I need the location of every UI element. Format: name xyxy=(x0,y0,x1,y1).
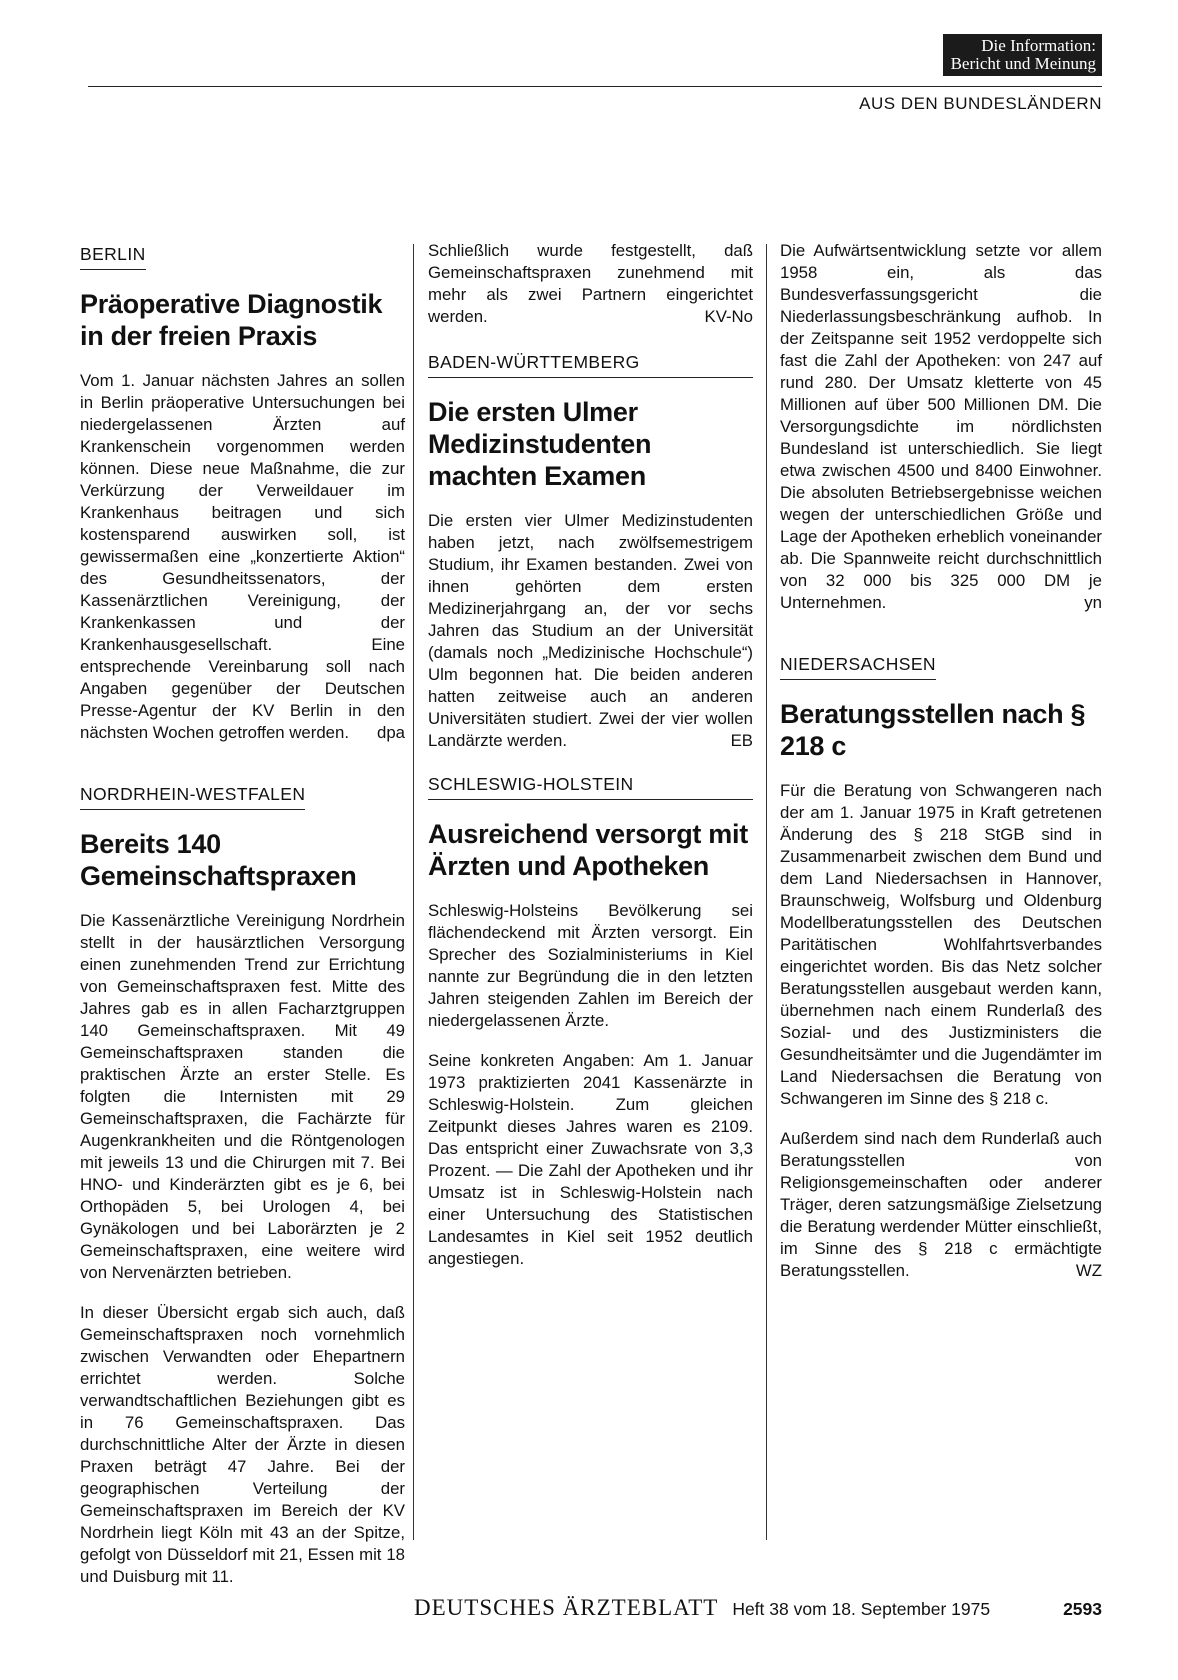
article-body-sh-1: Schleswig-Holsteins Bevölkerung sei flächendeckend mit Ärzten versorgt. Ein Sprecher des Sozialministeriums in Kiel nannte zur Begründung die in den letzten Jahren steigenden Zahlen im Bereich der niedergelassenen Ärzte. xyxy=(428,901,753,1030)
column-rule-1 xyxy=(413,244,414,1540)
section-title: AUS DEN BUNDESLÄNDERN xyxy=(859,94,1102,113)
column-rule-2 xyxy=(766,244,767,1540)
rubric-line-1: Die Information: xyxy=(981,36,1096,55)
signature-bw: EB xyxy=(730,731,753,750)
article-body-nrw-3: Schließlich wurde festgestellt, daß Gemeinschaftspraxen zunehmend mit mehr als zwei Partnern eingerichtet werden. KV-No xyxy=(428,241,753,326)
page-footer xyxy=(414,1595,1102,1621)
article-body-ns-2: Außerdem sind nach dem Runderlaß auch Beratungsstellen von Religionsgemeinschaften oder anderer Träger, deren satzungsmäßige Zielsetzung die Beratung werdender Mütter einschließt, im Sinne des § 218 c ermächtigte Beratungsstellen. WZ xyxy=(780,1129,1102,1280)
signature-nrw: KV-No xyxy=(704,307,753,326)
article-body-ns-1: Für die Beratung von Schwangeren nach der am 1. Januar 1975 in Kraft getretenen Änderung des § 218 StGB sind in Zusammenarbeit zwischen dem Bund und dem Land Niedersachsen in Hannover, Braunschweig, Wolfsburg und Oldenburg Modellberatungsstellen des Deutschen Paritätischen Wohlfahrtsverbandes eingerichtet worden. Bis das Netz solcher Beratungsstellen ausgebaut werden kann, übernehmen nach einem Runderlaß des Sozial- und des Justizministers die Gesundheitsämter und die Jugendämter im Land Niedersachsen die Beratung von Schwangeren im Sinne des § 218 c. xyxy=(780,781,1102,1108)
article-body-sh-3: Die Aufwärtsentwicklung setzte vor allem 1958 ein, als das Bundesverfassungsgericht die Niederlassungsbeschränkung aufhob. In der Zeitspanne seit 1952 verdoppelte sich fast die Zahl der Apotheken: von 247 auf rund 280. Der Umsatz kletterte von 45 Millionen auf über 500 Millionen DM. Die Versorgungsdichte im nördlichsten Bundesland ist unterschiedlich. Sie liegt etwa zwischen 4500 und 8400 Einwohner. Die absoluten Betriebsergebnisse weichen wegen der unterschiedlichen Größe und Lage der Apotheken erheblich voneinander ab. Die Spannweite reicht durchschnittlich von 32 000 bis 325 000 DM je Unternehmen. yn xyxy=(780,241,1102,612)
page-number: 2593 xyxy=(1063,1599,1102,1619)
headline-berlin: Präoperative Diagnostik in der freien Praxis xyxy=(80,289,383,351)
column-2 xyxy=(428,240,753,1288)
column-1 xyxy=(80,240,405,1586)
region-label-nrw: NORDRHEIN-WESTFALEN xyxy=(80,784,305,810)
article-body-berlin: Vom 1. Januar nächsten Jahres an sollen in Berlin präoperative Untersuchungen bei niedergelassenen Ärzten auf Krankenschein vorgenommen werden können. Diese neue Maßnahme, die zur Verkürzung der Verweildauer im Krankenhaus beitragen und sich kostensparend auswirken soll, ist gewissermaßen eine „konzertierte Aktion“ des Gesundheitssenators, der Kassenärztlichen Vereinigung, der Krankenkassen und der Krankenhausgesellschaft. Eine entsprechende Vereinbarung soll nach Angaben gegenüber der Deutschen Presse-Agentur der KV Berlin in den nächsten Wochen getroffen werden. dpa xyxy=(80,371,405,742)
issue-info: Heft 38 vom 18. September 1975 xyxy=(732,1599,991,1619)
signature-berlin: dpa xyxy=(377,723,405,742)
rubric-line-2: Bericht und Meinung xyxy=(950,54,1096,73)
article-body-nrw-1: Die Kassenärztliche Vereinigung Nordrhein stellt in der hausärztlichen Versorgung einen zunehmenden Trend zur Errichtung von Gemeinschaftspraxen fest. Mitte des Jahres gab es in allen Facharztgruppen 140 Gemeinschaftspraxen. Mit 49 Gemeinschaftspraxen standen die praktischen Ärzte an erster Stelle. Es folgten die Internisten mit 29 Gemeinschaftspraxen, die Fachärzte für Augenkrankheiten und die Röntgenologen mit jeweils 13 und die Chirurgen mit 7. Bei HNO- und Kinderärzten gibt es je 6, bei Orthopäden 5, bei Urologen 4, bei Gynäkologen und bei Laborärzten je 2 Gemeinschaftspraxen, eine weitere wird von Nervenärzten betrieben. xyxy=(80,911,405,1282)
headline-sh: Ausreichend versorgt mit Ärzten und Apotheken xyxy=(428,819,748,881)
region-label-bw: BADEN-WÜRTTEMBERG xyxy=(428,352,753,378)
signature-sh: yn xyxy=(1084,593,1102,612)
header-rule xyxy=(88,86,1102,87)
region-label-berlin: BERLIN xyxy=(80,244,146,270)
headline-ns: Beratungsstellen nach § 218 c xyxy=(780,699,1086,761)
article-body-sh-2: Seine konkreten Angaben: Am 1. Januar 1973 praktizierten 2041 Kassenärzte in Schleswig-Holstein. Zum gleichen Zeitpunkt dieses Jahres waren es 2109. Das entspricht einer Zuwachsrate von 3,3 Prozent. — Die Zahl der Apotheken und ihr Umsatz ist in Schleswig-Holstein nach einer Untersuchung des Statistischen Landesamtes in Kiel seit 1952 deutlich angestiegen. xyxy=(428,1051,753,1268)
region-label-sh: SCHLESWIG-HOLSTEIN xyxy=(428,774,753,800)
column-3 xyxy=(780,240,1102,1300)
signature-ns: WZ xyxy=(1075,1261,1102,1280)
headline-nrw: Bereits 140 Gemeinschaftspraxen xyxy=(80,829,357,891)
headline-bw: Die ersten Ulmer Medizinstudenten machten Examen xyxy=(428,397,652,491)
journal-title: DEUTSCHES ÄRZTEBLATT xyxy=(414,1595,719,1620)
article-body-nrw-2: In dieser Übersicht ergab sich auch, daß Gemeinschaftspraxen noch vornehmlich zwischen Verwandten oder Ehepartnern errichtet werden. Solche verwandtschaftlichen Beziehungen gibt es in 76 Gemeinschaftspraxen. Das durchschnittliche Alter der Ärzte in diesen Praxen beträgt 47 Jahre. Bei der geographischen Verteilung der Gemeinschaftspraxen im Bereich der KV Nordrhein liegt Köln mit 43 an der Spitze, gefolgt von Düsseldorf mit 21, Essen mit 18 und Duisburg mit 11. xyxy=(80,1303,405,1586)
region-label-ns: NIEDERSACHSEN xyxy=(780,654,936,680)
rubric-badge xyxy=(943,34,1102,76)
article-body-bw: Die ersten vier Ulmer Medizinstudenten haben jetzt, nach zwölfsemestrigem Studium, ihr Examen bestanden. Zwei von ihnen gehörten dem ersten Medizinerjahrgang an, der vor sechs Jahren das Studium an der Universität (damals noch „Medizinische Hochschule“) Ulm begonnen hat. Die beiden anderen hatten zeitweise auch an anderen Universitäten studiert. Zwei der vier wollen Landärzte werden. EB xyxy=(428,511,753,750)
